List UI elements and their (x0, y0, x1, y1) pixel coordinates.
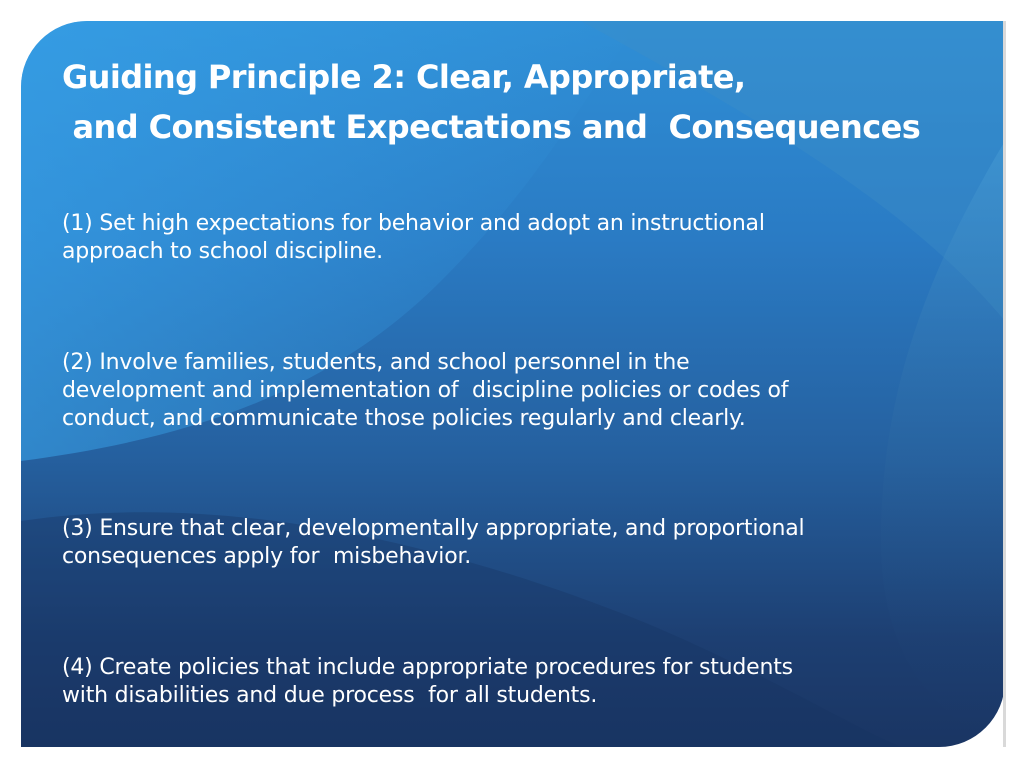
principle-point-2: (2) Involve families, students, and school personnel in the development and implementation of discipline policies or codes of conduct, and communicate those policies regularly and clearly. (62, 350, 789, 431)
title-line-2: and Consistent Expectations and Consequences (62, 108, 921, 146)
slide-edge-bar (1003, 21, 1006, 747)
slide-title (62, 52, 962, 152)
title-line-1: Guiding Principle 2: Clear, Appropriate, (62, 58, 746, 96)
principle-point-3: (3) Ensure that clear, developmentally appropriate, and proportional consequences apply for misbehavior. (62, 516, 805, 569)
principle-point-1: (1) Set high expectations for behavior and adopt an instructional approach to school discipline. (62, 211, 765, 264)
principle-point-4: (4) Create policies that include appropriate procedures for students with disabilities and due process for all students. (62, 655, 793, 708)
